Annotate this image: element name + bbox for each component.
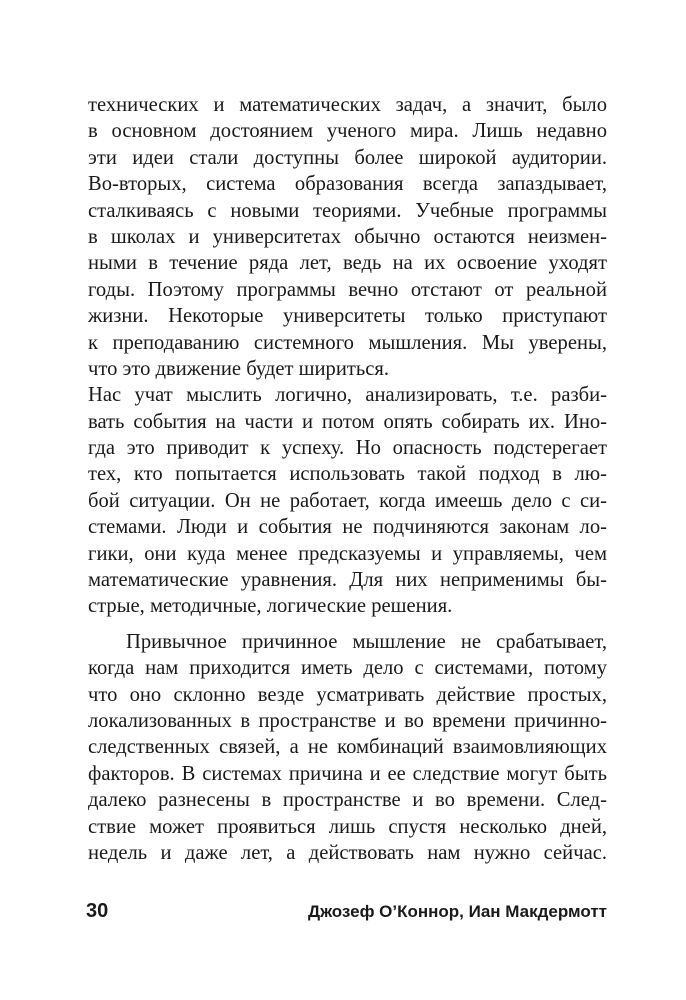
text-line: эти идеи стали доступны более широкой аудитории. xyxy=(88,146,607,169)
text-line: жизни. Некоторые университеты только приступают xyxy=(88,305,607,328)
text-line: ствие может проявиться лишь спустя несколько дней, xyxy=(88,815,607,838)
text-line: ными в течение ряда лет, ведь на их освоение уходят xyxy=(88,252,607,275)
text-line: Нас учат мыслить логично, анализировать, т.е. разби- xyxy=(88,384,607,407)
paragraph-1 xyxy=(88,92,607,382)
running-footer-authors: Джозеф О’Коннор, Иан Макдермотт xyxy=(307,902,607,921)
text-line: вать события на части и потом опять собирать их. Ино- xyxy=(88,410,607,433)
text-line: что оно склонно везде усматривать действие простых, xyxy=(88,683,607,706)
text-line: в школах и университетах обычно остаются неизмен- xyxy=(88,225,607,248)
text-line: стрые, методичные, логические решения. xyxy=(88,595,453,618)
text-line: гики, они куда менее предсказуемы и управляемы, чем xyxy=(88,542,607,565)
text-line: Во-вторых, система образования всегда запаздывает, xyxy=(88,173,607,196)
page-footer xyxy=(86,900,607,926)
text-line: недель и даже лет, а действовать нам нужно сейчас. xyxy=(88,841,607,864)
text-line: Привычное причинное мышление не срабатывает, xyxy=(126,630,607,653)
text-line: бой ситуации. Он не работает, когда имеешь дело с си- xyxy=(88,489,607,512)
text-line: следственных связей, а не комбинаций взаимовлияющих xyxy=(88,736,607,759)
text-line: годы. Поэтому программы вечно отстают от реальной xyxy=(88,278,607,301)
text-line: стемами. Люди и события не подчиняются законам ло- xyxy=(88,516,607,539)
text-line: математические уравнения. Для них неприменимы бы- xyxy=(88,569,607,592)
paragraph-3 xyxy=(88,629,607,867)
text-line: когда нам приходится иметь дело с системами, потому xyxy=(88,657,607,680)
page-body xyxy=(88,92,607,866)
text-line: сталкиваясь с новыми теориями. Учебные программы xyxy=(88,199,607,222)
text-line: локализованных в пространстве и во времени причинно- xyxy=(88,709,607,732)
paragraph-spacer xyxy=(88,620,607,629)
text-line: к преподаванию системного мышления. Мы уверены, xyxy=(88,331,607,354)
text-line: в основном достоянием ученого мира. Лишь недавно xyxy=(88,120,607,143)
page-number: 30 xyxy=(86,900,109,922)
text-line: гда это приводит к успеху. Но опасность подстерегает xyxy=(88,437,607,460)
text-line: технических и математических задач, а значит, было xyxy=(88,94,607,116)
text-line: тех, кто попытается использовать такой подход в лю- xyxy=(88,463,607,486)
paragraph-2 xyxy=(88,382,607,620)
text-line: факторов. В системах причина и ее следствие могут быть xyxy=(88,762,607,785)
text-line: что это движение будет шириться. xyxy=(88,357,390,380)
text-line: далеко разнесены в пространстве и во времени. След- xyxy=(88,789,607,812)
